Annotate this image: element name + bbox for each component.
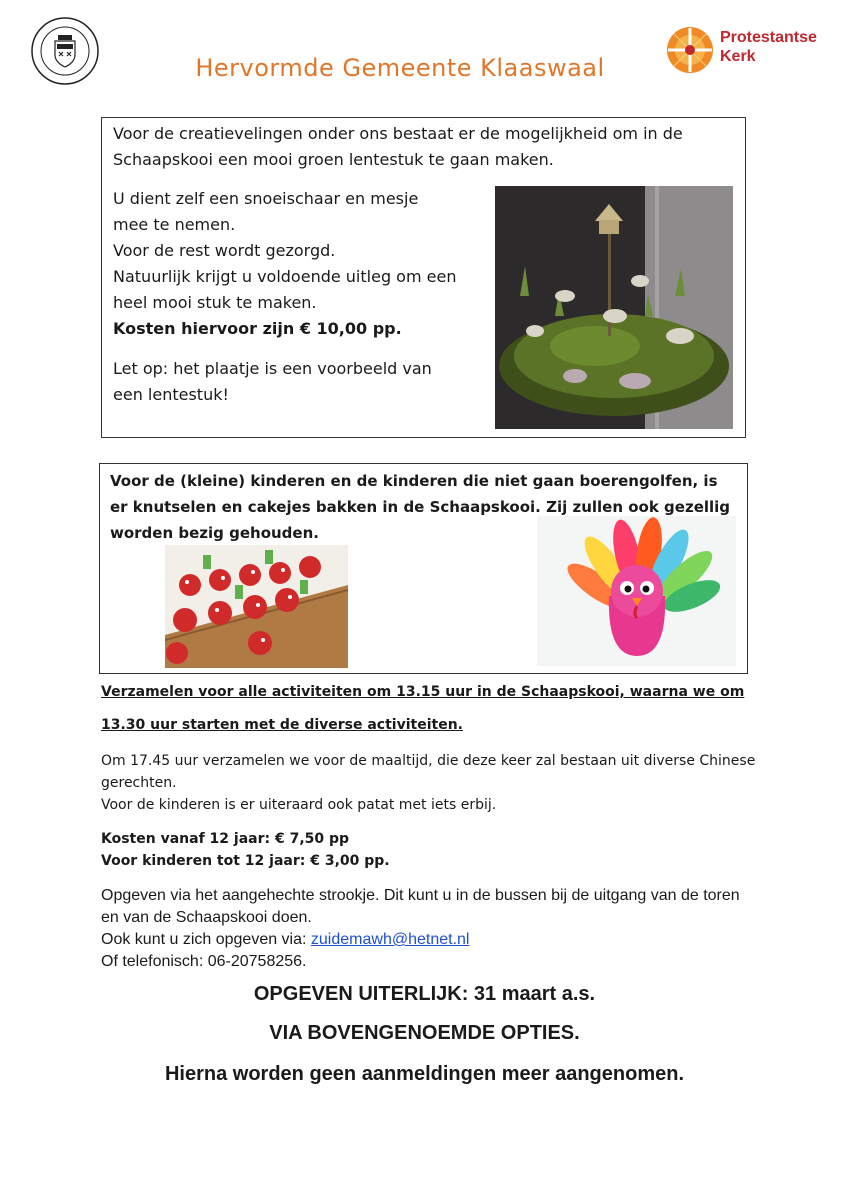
cost-line: Kosten hiervoor zijn € 10,00 pp.: [113, 319, 402, 338]
paper-turkey-craft-photo: [537, 516, 736, 666]
lentestuk-details: [113, 186, 483, 342]
email-link[interactable]: zuidemawh@hetnet.nl: [310, 931, 470, 948]
protestantse-kerk-logo: [666, 26, 714, 74]
dinner-line: Voor de kinderen is er uiteraard ook patat met iets erbij.: [101, 797, 497, 813]
detail-line: heel mooi stuk te maken.: [113, 293, 317, 312]
dinner-line: Om 17.45 uur verzamelen we voor de maaltijd, die deze keer zal bestaan uit diverse Chinese gerechten.: [101, 753, 756, 791]
signup-info: [101, 885, 761, 973]
logo-word-protestantse: Protestantse: [720, 29, 817, 46]
cost-child: Voor kinderen tot 12 jaar: € 3,00 pp.: [101, 853, 390, 869]
note-line: Let op: het plaatje is een voorbeeld van: [113, 359, 432, 378]
detail-line: Voor de rest wordt gezorgd.: [113, 241, 336, 260]
dinner-info: [101, 750, 761, 816]
mushroom-cupcakes-photo: [165, 545, 348, 668]
gathering-line-1: Verzamelen voor alle activiteiten om 13.15 uur in de Schaapskooi, waarna we om: [101, 684, 745, 700]
note-line: een lentestuk!: [113, 385, 229, 404]
no-more-registrations-heading: Hierna worden geen aanmeldingen meer aangenomen.: [164, 1063, 685, 1085]
meal-costs: [101, 828, 390, 872]
signup-email-prefix: Ook kunt u zich opgeven via:: [101, 931, 311, 948]
detail-line: mee te nemen.: [113, 215, 236, 234]
cost-adult: Kosten vanaf 12 jaar: € 7,50 pp: [101, 831, 350, 847]
gathering-line-2: 13.30 uur starten met de diverse activiteiten.: [101, 717, 463, 733]
logo-word-kerk: Kerk: [720, 48, 756, 65]
picture-note: [113, 356, 473, 408]
kids-activity-text: Voor de (kleine) kinderen en de kinderen die niet gaan boerengolfen, is er knutselen en cakejes bakken in de Schaapskooi. Zij zullen ook gezellig worden bezig gehouden.: [110, 472, 731, 542]
detail-line: U dient zelf een snoeischaar en mesje: [113, 189, 419, 208]
org-title: Hervormde Gemeente Klaaswaal: [195, 54, 605, 82]
detail-line: Natuurlijk krijgt u voldoende uitleg om een: [113, 267, 457, 286]
spring-arrangement-photo: [495, 186, 733, 429]
via-heading: VIA BOVENGENOEMDE OPTIES.: [269, 1022, 580, 1044]
signup-email-line: [101, 929, 761, 951]
lentestuk-intro: Voor de creatievelingen onder ons bestaat er de mogelijkheid om in de Schaapskooi een mooi groen lentestuk te gaan maken.: [113, 124, 683, 169]
deadline-heading: OPGEVEN UITERLIJK: 31 maart a.s.: [253, 983, 596, 1005]
signup-phone-line: Of telefonisch: 06-20758256.: [101, 953, 307, 970]
signup-line: Opgeven via het aangehechte strookje. Dit kunt u in de bussen bij de uitgang van de toren en van de Schaapskooi doen.: [101, 887, 740, 926]
